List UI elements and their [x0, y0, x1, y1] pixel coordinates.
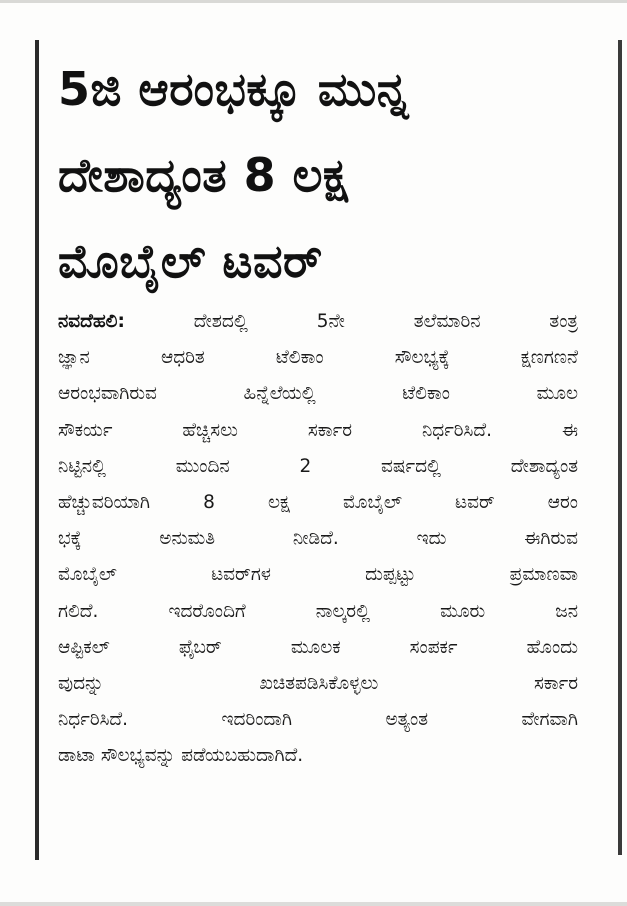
body-line-12: ನಿರ್ಧರಿಸಿದೆ. ಇದರಿಂದಾಗಿ ಅತ್ಯಂತ ವೇಗವಾಗಿ: [58, 709, 578, 731]
top-edge-rule: [0, 0, 627, 3]
body-line-13: ಡಾಟಾ ಸೌಲಭ್ಯವನ್ನು ಪಡೆಯಬಹುದಾಗಿದೆ.: [58, 745, 304, 767]
bottom-edge-rule: [0, 902, 627, 906]
right-column-rule: [618, 40, 622, 855]
body-line-5: ನಿಟ್ಟಿನಲ್ಲಿ ಮುಂದಿನ 2 ವರ್ಷದಲ್ಲಿ ದೇಶಾದ್ಯಂತ: [58, 455, 578, 477]
body-line-8: ಮೊಬೈಲ್ ಟವರ್‌ಗಳ ದುಪ್ಪಟ್ಟು ಪ್ರಮಾಣವಾ: [58, 564, 578, 586]
left-column-rule: [35, 40, 39, 860]
body-line-7: ಭಕ್ಕೆ ಅನುಮತಿ ನೀಡಿದೆ. ಇದು ಈಗಿರುವ: [58, 528, 578, 550]
headline-line-1: 5ಜಿ ಆರಂಭಕ್ಕೂ ಮುನ್ನ: [58, 62, 410, 116]
article-body: [58, 304, 578, 775]
body-line-2: ಜ್ಞಾನ ಆಧರಿತ ಟೆಲಿಕಾಂ ಸೌಲಭ್ಯಕ್ಕೆ ಕ್ಷಣಗಣನೆ: [58, 347, 578, 369]
body-line-1-text: ದೇಶದಲ್ಲಿ 5ನೇ ತಲೆಮಾರಿನ ತಂತ್ರ: [193, 311, 578, 332]
body-line-11: ವುದನ್ನು ಖಚಿತಪಡಿಸಿಕೊಳ್ಳಲು ಸರ್ಕಾರ: [58, 673, 578, 695]
body-line-6: ಹೆಚ್ಚುವರಿಯಾಗಿ 8 ಲಕ್ಷ ಮೊಬೈಲ್ ಟವರ್ ಆರಂ: [58, 492, 578, 514]
body-line-4: ಸೌಕರ್ಯ ಹೆಚ್ಚಿಸಲು ಸರ್ಕಾರ ನಿರ್ಧರಿಸಿದೆ. ಈ: [58, 419, 578, 441]
body-line-1: [58, 304, 578, 340]
headline-line-2: ದೇಶಾದ್ಯಂತ 8 ಲಕ್ಷ: [58, 148, 349, 202]
body-line-10: ಆಪ್ಟಿಕಲ್ ಫೈಬರ್ ಮೂಲಕ ಸಂಪರ್ಕ ಹೊಂದು: [58, 636, 578, 658]
body-line-3: ಆರಂಭವಾಗಿರುವ ಹಿನ್ನೆಲೆಯಲ್ಲಿ ಟೆಲಿಕಾಂ ಮೂಲ: [58, 383, 578, 405]
article-headline: [58, 46, 613, 304]
body-line-9: ಗಲಿದೆ. ಇದರೊಂದಿಗೆ ನಾಲ್ಕರಲ್ಲಿ ಮೂರು ಜನ: [58, 600, 578, 622]
headline-line-3: ಮೊಬೈಲ್ ಟವರ್: [58, 234, 323, 288]
dateline: ನವದೆಹಲಿ:: [58, 311, 125, 332]
